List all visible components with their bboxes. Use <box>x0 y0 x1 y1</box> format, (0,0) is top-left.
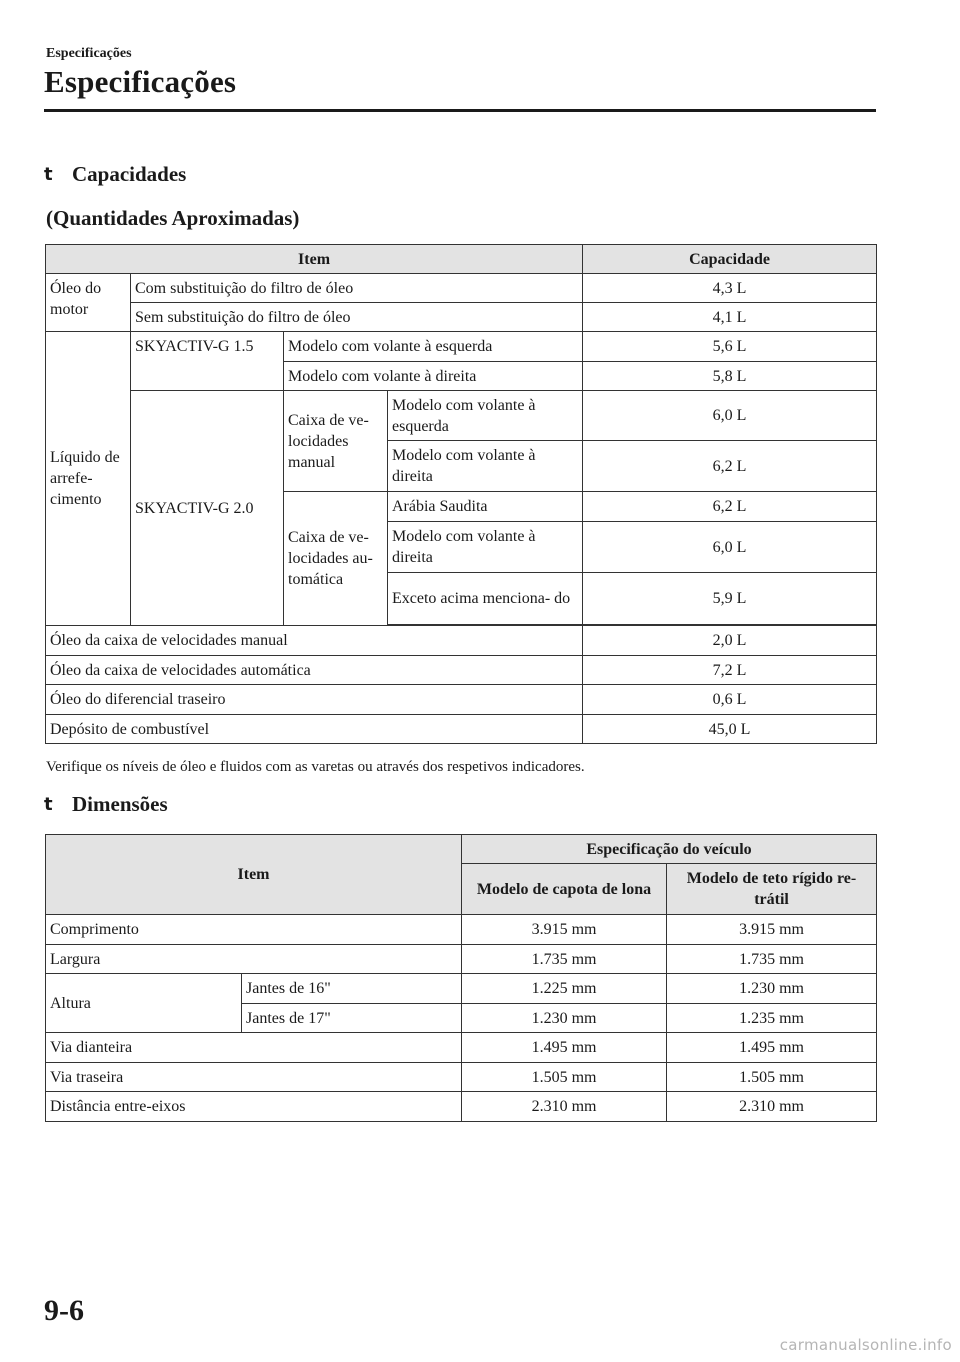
cell-label: Modelo com volante à direita <box>284 362 583 391</box>
engine-g20: SKYACTIV-G 2.0 <box>131 391 284 626</box>
cell-value: 1.235 mm <box>667 1004 877 1033</box>
table-row <box>46 656 877 685</box>
table-row <box>46 915 877 945</box>
cell-value: 6,0 L <box>583 522 877 573</box>
cell-value: 2,0 L <box>583 626 877 656</box>
cell-value: 2.310 mm <box>667 1092 877 1122</box>
cell-value: 2.310 mm <box>462 1092 667 1122</box>
cell-value: 4,1 L <box>583 303 877 332</box>
cell-label: Jantes de 16" <box>242 974 462 1004</box>
col-item: Item <box>46 835 462 915</box>
capacities-heading-text: Capacidades <box>72 162 187 186</box>
capacities-heading <box>44 162 186 187</box>
cell-value: 1.230 mm <box>667 974 877 1004</box>
cell-value: 1.225 mm <box>462 974 667 1004</box>
watermark: carmanualsonline.info <box>779 1336 952 1354</box>
dimensions-heading <box>44 792 168 817</box>
cell-label: Sem substituição do filtro de óleo <box>131 303 583 332</box>
section-bullet-icon: t <box>44 164 53 185</box>
cell-label: Exceto acima menciona- do <box>388 573 583 625</box>
cell-label: Óleo do diferencial traseiro <box>46 685 583 715</box>
cell-label: Largura <box>46 945 462 974</box>
table-row <box>46 332 877 362</box>
col-soft-top: Modelo de capota de lona <box>462 864 667 915</box>
cell-value: 1.735 mm <box>462 945 667 974</box>
table-header-row <box>46 245 877 274</box>
table-row <box>46 1092 877 1122</box>
cell-value: 7,2 L <box>583 656 877 685</box>
cell-label: Modelo com volante à direita <box>388 522 583 573</box>
table-row <box>46 274 877 303</box>
gearbox-auto: Caixa de ve- locidades au- tomática <box>284 492 388 626</box>
cell-label: Modelo com volante à esquerda <box>284 332 583 362</box>
cell-value: 1.735 mm <box>667 945 877 974</box>
table-row <box>46 1063 877 1092</box>
table-row <box>46 974 877 1004</box>
section-bullet-icon: t <box>44 794 53 815</box>
cell-value: 6,0 L <box>583 391 877 441</box>
cell-value: 45,0 L <box>583 715 877 744</box>
cell-label: Jantes de 17" <box>242 1004 462 1033</box>
cell-value: 1.230 mm <box>462 1004 667 1033</box>
running-header: Especificações <box>46 46 132 61</box>
page-title: Especificações <box>44 64 237 99</box>
cell-label: Depósito de combustível <box>46 715 583 744</box>
cell-label: Modelo com volante à esquerda <box>388 391 583 441</box>
dimensions-table <box>45 834 877 1122</box>
cell-label: Distância entre-eixos <box>46 1092 462 1122</box>
row-label-engine-oil: Óleo do motor <box>46 274 131 332</box>
table-row <box>46 391 877 441</box>
cell-label: Comprimento <box>46 915 462 945</box>
cell-label: Arábia Saudita <box>388 492 583 522</box>
capacities-note: Verifique os níveis de óleo e fluidos com as varetas ou através dos respetivos indicadores. <box>46 759 585 775</box>
cell-label: Via dianteira <box>46 1033 462 1063</box>
cell-value: 1.505 mm <box>667 1063 877 1092</box>
cell-value: 6,2 L <box>583 492 877 522</box>
cell-value: 0,6 L <box>583 685 877 715</box>
cell-value: 3.915 mm <box>462 915 667 945</box>
cell-value: 3.915 mm <box>667 915 877 945</box>
cell-label: Modelo com volante à direita <box>388 441 583 492</box>
cell-label: Óleo da caixa de velocidades manual <box>46 626 583 656</box>
table-row <box>46 303 877 332</box>
table-row <box>46 685 877 715</box>
table-header-row <box>46 835 877 864</box>
col-spec: Especificação do veículo <box>462 835 877 864</box>
col-capacity: Capacidade <box>583 245 877 274</box>
col-hard-top: Modelo de teto rígido re- trátil <box>667 864 877 915</box>
cell-value: 5,8 L <box>583 362 877 391</box>
table-row <box>46 1033 877 1063</box>
cell-value: 5,6 L <box>583 332 877 362</box>
gearbox-manual: Caixa de ve- locidades manual <box>284 391 388 492</box>
cell-value: 5,9 L <box>583 573 877 625</box>
cell-label: Óleo da caixa de velocidades automática <box>46 656 583 685</box>
col-item: Item <box>46 245 583 274</box>
row-label-coolant: Líquido de arrefe- cimento <box>46 332 131 626</box>
header-rule <box>44 109 876 112</box>
cell-label: Com substituição do filtro de óleo <box>131 274 583 303</box>
cell-value: 1.495 mm <box>667 1033 877 1063</box>
capacities-table <box>45 244 877 744</box>
table-row <box>46 715 877 744</box>
table-row <box>46 945 877 974</box>
cell-value: 4,3 L <box>583 274 877 303</box>
row-label-height: Altura <box>46 974 242 1033</box>
cell-value: 1.495 mm <box>462 1033 667 1063</box>
dimensions-heading-text: Dimensões <box>72 792 168 816</box>
page-number: 9-6 <box>44 1294 84 1327</box>
capacities-subheading: (Quantidades Aproximadas) <box>46 206 300 230</box>
cell-label: Via traseira <box>46 1063 462 1092</box>
engine-g15: SKYACTIV-G 1.5 <box>131 332 284 391</box>
table-row <box>46 626 877 656</box>
cell-value: 1.505 mm <box>462 1063 667 1092</box>
cell-value: 6,2 L <box>583 441 877 492</box>
